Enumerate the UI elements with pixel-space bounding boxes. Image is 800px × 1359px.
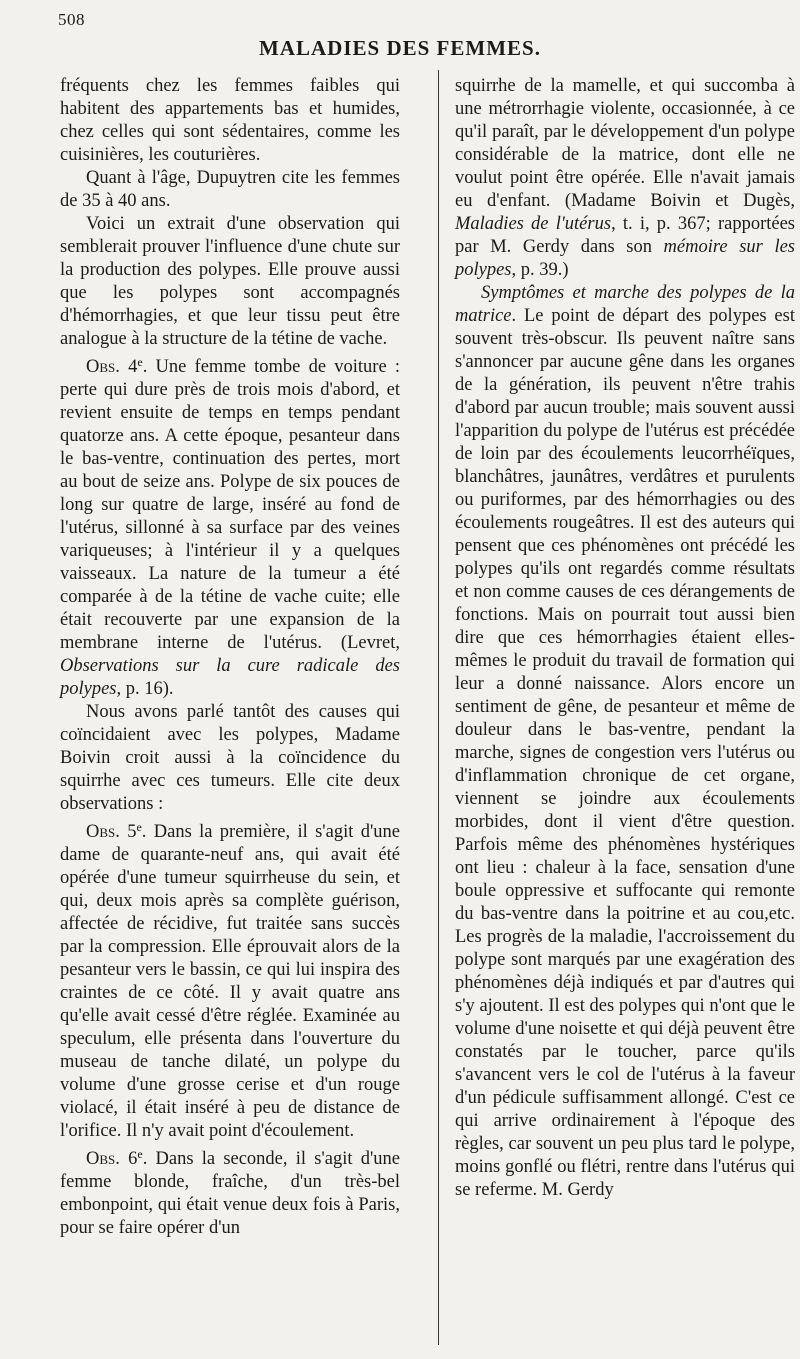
column-rule — [438, 70, 439, 1345]
paragraph — [60, 213, 400, 351]
text-run: . Dans la première, il s'agit d'une dame de quarante-neuf ans, qui avait été opérée d'une tumeur squirrheuse du sein, et qui, deux mois après sa complète guérison, affectée de récidive, fut traitée sans succès par la compression. Elle éprouvait alors de la pesanteur vers le bassin, ce qui lui inspira des craintes de ce côté. Il y avait quatre ans qu'elle avait cessé d'être réglée. Examinée au speculum, elle présenta dans l'ouverture du museau de tanche dilaté, un polype du volume d'une grosse cerise et d'un rouge violacé, il était inséré à peu de distance de l'orifice. Il n'y avait point d'écoulement. — [60, 822, 400, 1141]
text-run: , p. 16). — [116, 679, 174, 699]
text-run: Voici un extrait d'une observation qui semblerait prouver l'influence d'une chute sur la production des polypes. Elle prouve aussi que les polypes sont accompagnés d'hémorrhagies, et que leur tissu peut être analogue à la structure de la tétine de vache. — [60, 214, 400, 349]
text-run: Quant à l'âge, Dupuytren cite les femmes de 35 à 40 ans. — [60, 168, 400, 211]
paragraph — [60, 351, 400, 701]
text-run: Nous avons parlé tantôt des causes qui coïncidaient avec les polypes, Madame Boivin croit aussi à la coïncidence du squirrhe avec ces tumeurs. Elle cite deux observations : — [60, 702, 400, 814]
observation-label: Obs. 5 — [86, 822, 137, 842]
text-run: , t. i, p. 367; rapportées par M. Gerdy dans son — [455, 214, 795, 257]
left-column — [60, 75, 400, 1240]
paragraph — [455, 75, 795, 282]
superscript: e — [137, 355, 143, 369]
text-run: . Dans la seconde, il s'agit d'une femme blonde, fraîche, d'un très-bel embonpoint, qui était venue deux fois à Paris, pour se faire opérer d'un — [60, 1149, 400, 1238]
italic-text: mémoire sur les polypes — [455, 237, 795, 280]
italic-text: Observations sur la cure radicale des polypes — [60, 656, 400, 699]
page-number: 508 — [58, 10, 85, 29]
text-run: fréquents chez les femmes faibles qui habitent des appartements bas et humides, chez celles qui sont sédentaires, comme les cuisinières, les couturières. — [60, 76, 400, 165]
paragraph — [60, 1143, 400, 1240]
right-column — [455, 75, 795, 1202]
text-run: , p. 39.) — [511, 260, 569, 280]
italic-text: Symptômes et marche des polypes de la matrice — [455, 283, 795, 326]
paragraph — [60, 167, 400, 213]
text-run: . Une femme tombe de voiture : perte qui dure près de trois mois d'abord, et revient ensuite de temps en temps pendant quatorze ans. A cette époque, pesanteur dans le bas-ventre, continuation des pertes, mort au bout de seize ans. Polype de six pouces de long sur quatre de large, inséré au fond de l'utérus, sillonné à sa surface par des veines variqueuses; à l'intérieur il y a quelques vaisseaux. La nature de la tumeur a été comparée à de la tétine de vache cuite; elle était recouverte par une expansion de la membrane interne de l'utérus. (Levret, — [60, 357, 400, 653]
italic-text: Maladies de l'utérus — [455, 214, 612, 234]
paragraph — [455, 282, 795, 1202]
text-run: . Le point de départ des polypes est souvent très-obscur. Ils peuvent naître sans s'annoncer par aucune gêne dans les organes de la génération, ils peuvent n'être trahis d'abord par aucun trouble; mais souvent aussi l'apparition du polype de l'utérus est précédée de loin par des écoulements leucorrhéïques, blanchâtres, jaunâtres, verdâtres et purulents ou puriformes, par des hémorrhagies ou des écoulements rougeâtres. Il est des auteurs qui pensent que ces phénomènes ont précédé les polypes qu'ils ont regardés comme résultats et non comme causes de ces dérangements de fonctions. Mais on pourrait tout aussi bien dire que ces hémorrhagies étaient elles-mêmes le produit du travail de formation qui leur a donné naissance. Alors encore un sentiment de gêne, de pesanteur et même de douleur dans le bas-ventre, pendant la marche, signes de congestion vers l'utérus ou d'inflammation chronique de cet organe, viennent se joindre aux écoulements morbides, dont il vient d'être question. Parfois même des phénomènes hystériques ont lieu : chaleur à la face, sensation d'une boule oppressive et suffocante qui remonte du bas-ventre dans la poitrine et au cou,etc. Les progrès de la maladie, l'accroissement du polype sont marqués par une exagération des phénomènes déjà indiqués et par d'autres qui s'y ajoutent. Il est des polypes qui n'ont que le volume d'une noisette et qui déjà peuvent être constatés par le toucher, parce qu'ils s'avancent vers le col de l'utérus à la faveur d'un pédicule suffisamment allongé. C'est ce qui arrive ordinairement à l'époque des règles, car souvent un peu plus tard le polype, moins gonflé ou flétri, rentre dans l'utérus qui se referme. M. Gerdy — [455, 306, 795, 1200]
paragraph — [60, 701, 400, 816]
observation-label: Obs. 4 — [86, 357, 138, 377]
superscript: e — [136, 820, 142, 834]
running-head: MALADIES DES FEMMES. — [259, 36, 541, 60]
text-run: squirrhe de la mamelle, et qui succomba à une métrorrhagie violente, occasionnée, à ce qu'il paraît, par le développement d'un polype considérable de la matrice, dont elle ne voulut point être opérée. Elle n'avait jamais eu d'enfant. (Madame Boivin et Dugès, — [455, 76, 795, 211]
paragraph — [60, 816, 400, 1143]
paragraph — [60, 75, 400, 167]
observation-label: Obs. 6 — [86, 1149, 138, 1169]
superscript: e — [137, 1147, 143, 1161]
